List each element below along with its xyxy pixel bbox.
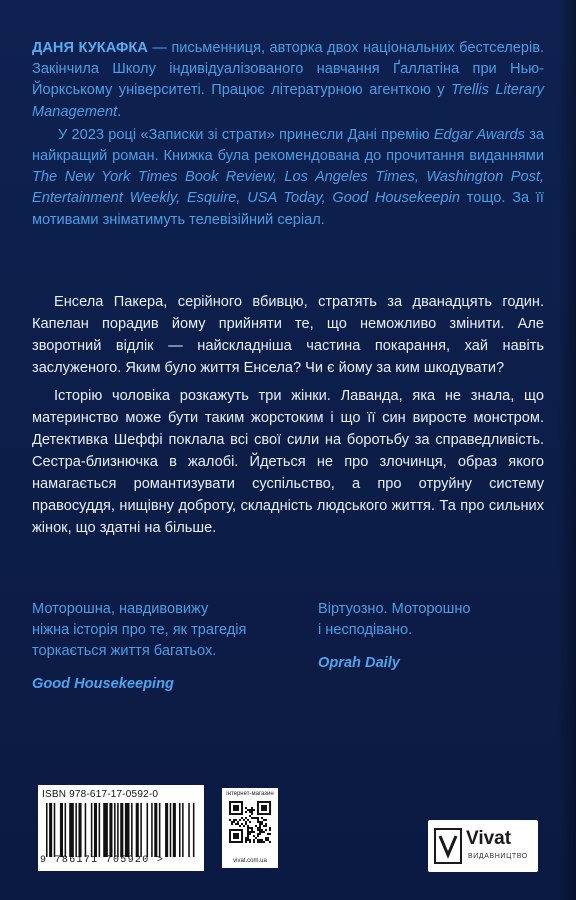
quote-source: Oprah Daily xyxy=(318,655,400,671)
synopsis-paragraph-1: Енсела Пакера, серійного вбивцю, стратять за дванадцять годин. Капелан порадив йому прийняти те, що неможливо змінити. Але зворотний відлік — найскладніша частина покарання, хай навіть заслуженого. Яким було життя Енсела? Чи є йому за ким шкодувати? xyxy=(32,294,544,376)
award-name: Edgar Awards xyxy=(433,126,525,143)
quote-text: Моторошна, навдивовижу ніжна історія про те, як трагедія торкається життя багатьох. xyxy=(32,601,247,659)
author-name: ДАНЯ КУКАФКА xyxy=(32,40,148,56)
qr-code-block xyxy=(222,788,278,868)
agency-name: Trellis Literary Management xyxy=(32,82,544,120)
bio-text-2c: тощо. За її мотивами зніматимуть телевізійний серіал. xyxy=(32,190,544,228)
barcode-bars xyxy=(46,803,196,857)
qr-url: vivat.com.ua xyxy=(233,858,267,864)
publisher-name: Vivat xyxy=(466,828,512,849)
isbn-label: ISBN 978-617-17-0592-0 xyxy=(42,789,159,800)
publisher-logo xyxy=(428,820,538,872)
qr-label: інтернет-магазин xyxy=(226,791,274,797)
book-synopsis xyxy=(32,291,544,539)
bio-text-2a: У 2023 році «Записки зі страти» принесли Дані премію xyxy=(58,126,434,143)
qr-code-icon xyxy=(229,801,271,843)
quote-text: Віртуозно. Моторошно і несподівано. xyxy=(318,601,471,638)
author-bio xyxy=(32,38,544,231)
review-quote-1 xyxy=(32,599,292,695)
isbn-barcode xyxy=(38,785,204,871)
quote-source: Good Housekeeping xyxy=(32,676,174,692)
spine-shadow xyxy=(558,0,576,900)
bio-paragraph-2 xyxy=(32,125,544,231)
barcode-digits: 9 786171 705920 > xyxy=(40,855,165,866)
synopsis-paragraph-2: Історію чоловіка розкажуть три жінки. Лаванда, яка не знала, що материнство може бути таким жорстоким і що її син виросте монстром. Детективка Шеффі поклала всі свої сили на боротьбу за справедливість. Сестра-близнючка в жалобі. Йдеться не про злочинця, образ якого намагається романтизувати суспільство, а про отруйну систему правосуддя, нищівну доброту, складність людського життя. Та про сильних жінок, що здатні на більше. xyxy=(32,388,544,536)
bio-text-1-end: . xyxy=(117,103,122,120)
review-quote-2 xyxy=(318,599,538,674)
bio-text-2b: за найкращий роман. Книжка була рекомендована до прочитання виданнями xyxy=(32,126,544,165)
vivat-v-icon xyxy=(434,828,462,864)
media-list: The New York Times Book Review, Los Angeles Times, Washington Post, Entertainment Weekly, Esquire, USA Today, Good Housekeepin xyxy=(32,169,544,207)
bio-text-1: — письменниця, авторка двох національних бестселерів. Закінчила Школу індивідуалізованого навчання Ґаллатіна при Нью-Йоркському університеті. Працює літературною агенткою у xyxy=(32,40,545,99)
publisher-subtitle: ВИДАВНИЦТВО xyxy=(468,853,528,860)
bio-paragraph-1 xyxy=(32,38,544,123)
